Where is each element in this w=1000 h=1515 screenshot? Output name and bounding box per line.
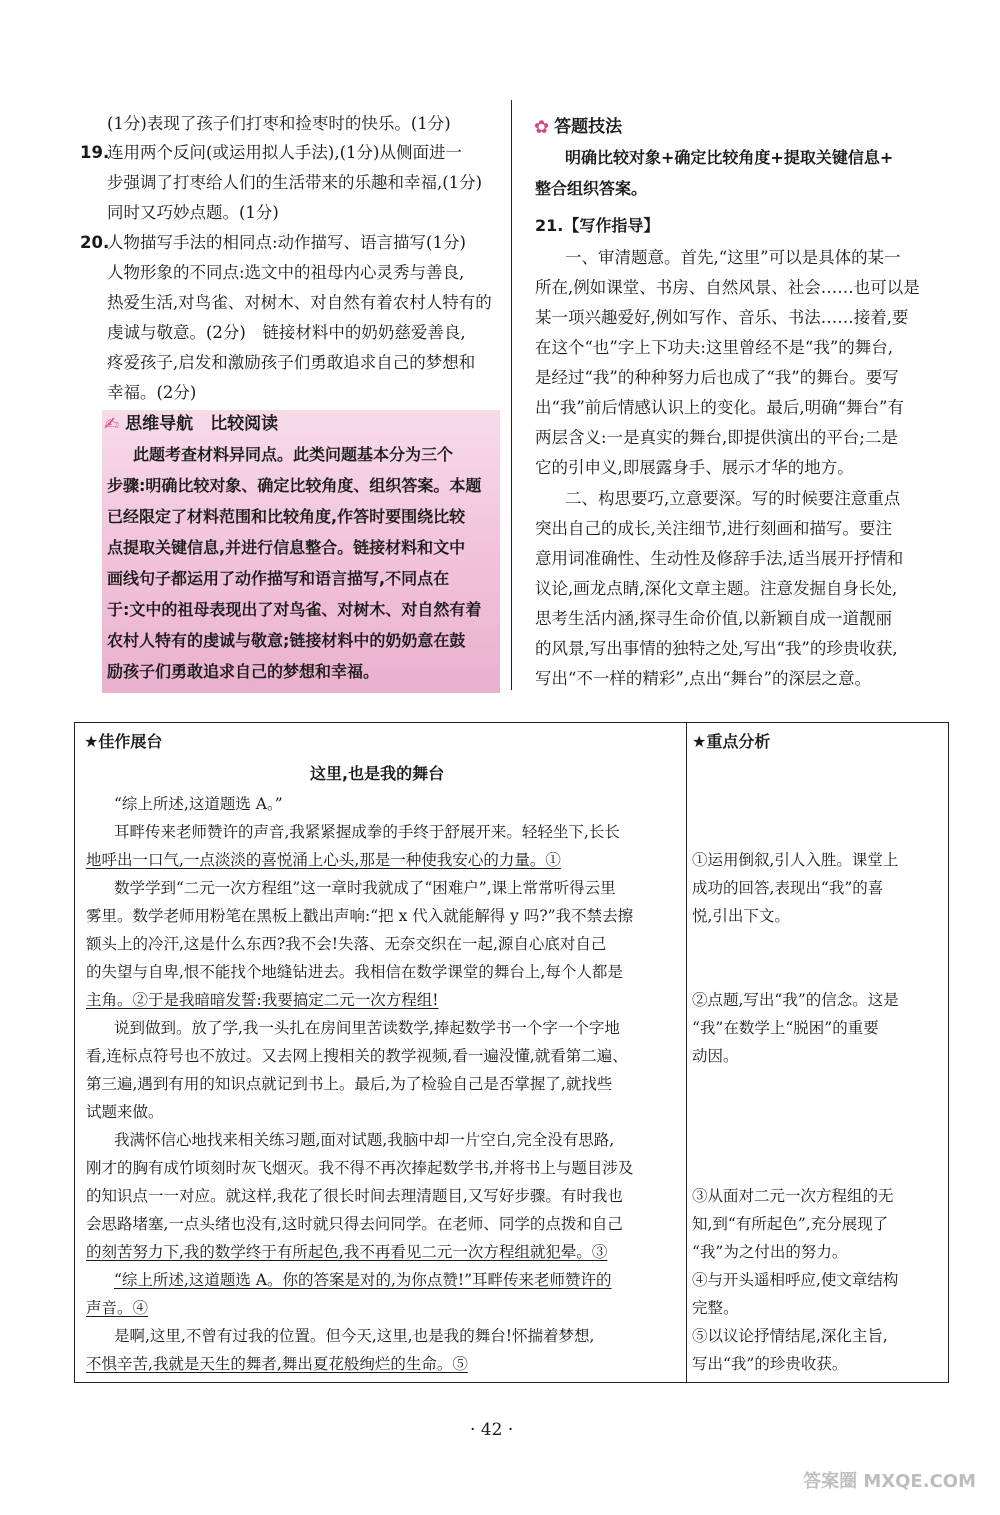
analysis-note: ⑤以议论抒情结尾,深化主旨, <box>692 1327 888 1345</box>
essay-line: 主角。②于是我暗暗发誓:我要搞定二元一次方程组! <box>86 991 439 1009</box>
analysis-note: “我”为之付出的努力。 <box>692 1243 848 1261</box>
essay-line: “综上所述,这道题选 A。你的答案是对的,为你点赞!”耳畔传来老师赞许的 <box>114 1271 612 1289</box>
nav-line: 农村人特有的虔诚与敬意;链接材料中的奶奶意在鼓 <box>107 631 466 650</box>
essay-line: 刚才的胸有成竹顷刻时灰飞烟灭。我不得不再次捧起数学书,并将书上与题目涉及 <box>86 1159 634 1177</box>
analysis-note: 成功的回答,表现出“我”的喜 <box>692 879 884 897</box>
answer-line: 热爱生活,对鸟雀、对树木、对自然有着农村人特有的 <box>107 293 492 312</box>
nav-line: 此题考查材料异同点。此类问题基本分为三个 <box>133 445 454 464</box>
guide-line: 它的引申义,即展露身手、展示才华的地方。 <box>535 458 854 477</box>
nav-line: 励孩子们勇敢追求自己的梦想和幸福。 <box>107 662 380 681</box>
box-divider <box>686 723 687 1382</box>
essay-line: 看,连标点符号也不放过。又去网上搜相关的教学视频,看一遍没懂,就看第二遍、 <box>86 1047 628 1065</box>
guide-line: 议论,画龙点睛,深化文章主题。注意发掘自身长处, <box>535 579 898 598</box>
essay-line: 的刻苦努力下,我的数学终于有所起色,我不再看见二元一次方程组就犯晕。③ <box>86 1243 608 1261</box>
nav-line: 步骤:明确比较对象、确定比较角度、组织答案。本题 <box>107 476 482 495</box>
essay-line: 地呼出一口气,一点淡淡的喜悦涌上心头,那是一种使我安心的力量。① <box>86 851 561 869</box>
essay-line: 的知识点一一对应。就这样,我花了很长时间去理清题目,又写好步骤。有时我也 <box>86 1187 623 1205</box>
answer-line: (1分)表现了孩子们打枣和捡枣时的快乐。(1分) <box>107 114 451 133</box>
guide-line: 某一项兴趣爱好,例如写作、音乐、书法……接着,要 <box>535 308 909 327</box>
essay-line: 第三遍,遇到有用的知识点就记到书上。最后,为了检验自己是否掌握了,就找些 <box>86 1075 613 1093</box>
answer-line: 人物描写手法的相同点:动作描写、语言描写(1分) <box>107 233 466 252</box>
essay-line: 的失望与自卑,恨不能找个地缝钻进去。我相信在数学课堂的舞台上,每个人都是 <box>86 963 623 981</box>
analysis-note: 悦,引出下文。 <box>692 907 790 925</box>
essay-line: 我满怀信心地找来相关练习题,面对试题,我脑中却一片空白,完全没有思路, <box>114 1131 615 1149</box>
guide-line: 二、构思要巧,立意要深。写的时候要注意重点 <box>565 489 901 508</box>
analysis-note: ②点题,写出“我”的信念。这是 <box>692 991 899 1009</box>
guide-line: 是经过“我”的种种努力后也成了“我”的舞台。要写 <box>535 368 899 387</box>
essay-line: 雾里。数学老师用粉笔在黑板上戳出声响:“把 x 代入就能解得 y 吗?”我不禁去擦 <box>86 907 634 925</box>
answer-line: 幸福。(2分) <box>107 383 197 402</box>
essay-line: 是啊,这里,不曾有过我的位置。但今天,这里,也是我的舞台!怀揣着梦想, <box>114 1327 595 1345</box>
section-heading: 思维导航 比较阅读 <box>125 414 279 434</box>
nav-line: 已经限定了材料范围和比较角度,作答时要围绕比较 <box>107 507 466 526</box>
answer-line: 连用两个反问(或运用拟人手法),(1分)从侧面进一 <box>107 143 462 162</box>
essay-line: 说到做到。放了学,我一头扎在房间里苦读数学,捧起数学书一个字一个字地 <box>114 1019 620 1037</box>
question-number: 19. <box>80 143 110 162</box>
box-heading-left: ★佳作展台 <box>84 732 163 751</box>
answer-line: 同时又巧妙点题。(1分) <box>107 203 279 222</box>
column-divider <box>511 100 512 690</box>
essay-line: 会思路堵塞,一点头绪也没有,这时就只得去问同学。在老师、同学的点拨和自己 <box>86 1215 623 1233</box>
page-number: · 42 · <box>470 1420 514 1440</box>
guide-line: 写出“不一样的精彩”,点出“舞台”的深层之意。 <box>535 669 871 688</box>
essay-line: 额头上的冷汗,这是什么东西?我不会!失落、无奈交织在一起,源自心底对自己 <box>86 935 607 953</box>
section-heading: 答题技法 <box>554 117 623 137</box>
question-number: 20. <box>80 233 110 252</box>
box-heading-right: ★重点分析 <box>692 732 771 751</box>
nav-line: 画线句子都运用了动作描写和语言描写,不同点在 <box>107 569 450 588</box>
flower-icon: ✿ <box>534 117 550 138</box>
analysis-note: ①运用倒叙,引人入胜。课堂上 <box>692 851 899 869</box>
guide-line: 的风景,写出事情的独特之处,写出“我”的珍贵收获, <box>535 639 898 658</box>
answer-line: 人物形象的不同点:选文中的祖母内心灵秀与善良, <box>107 263 465 282</box>
analysis-note: ③从面对二元一次方程组的无 <box>692 1187 894 1205</box>
analysis-note: 写出“我”的珍贵收获。 <box>692 1355 848 1373</box>
analysis-note: ④与开头遥相呼应,使文章结构 <box>692 1271 899 1289</box>
nav-line: 于:文中的祖母表现出了对鸟雀、对树木、对自然有着 <box>107 600 482 619</box>
guide-line: 一、审清题意。首先,“这里”可以是具体的某一 <box>565 248 901 267</box>
essay-line: 耳畔传来老师赞许的声音,我紧紧握成拳的手终于舒展开来。轻轻坐下,长长 <box>114 823 620 841</box>
pencil-hand-icon: ✍ <box>104 414 120 435</box>
watermark: 答案圈 MXQE.COM <box>803 1471 976 1492</box>
analysis-note: 完整。 <box>692 1299 739 1317</box>
skill-line: 明确比较对象+确定比较角度+提取关键信息+ <box>565 148 894 167</box>
analysis-note: 知,到“有所起色”,充分展现了 <box>692 1215 889 1233</box>
answer-line: 步强调了打枣给人们的生活带来的乐趣和幸福,(1分) <box>107 173 483 192</box>
skill-line: 整合组织答案。 <box>535 179 648 198</box>
essay-line: 数学学到“二元一次方程组”这一章时我就成了“困难户”,课上常常听得云里 <box>114 879 616 897</box>
guide-line: 思考生活内涵,探寻生命价值,以新颖自成一道靓丽 <box>535 609 892 628</box>
guide-line: 两层含义:一是真实的舞台,即提供演出的平台;二是 <box>535 428 898 447</box>
answer-line: 虔诚与敬意。(2分) 链接材料中的奶奶慈爱善良, <box>107 323 466 342</box>
essay-line: “综上所述,这道题选 A。” <box>114 795 283 813</box>
essay-line: 试题来做。 <box>86 1103 164 1121</box>
nav-line: 点提取关键信息,并进行信息整合。链接材料和文中 <box>107 538 466 557</box>
guide-line: 出“我”前后情感认识上的变化。最后,明确“舞台”有 <box>535 398 904 417</box>
guide-line: 所在,例如课堂、书房、自然风景、社会……也可以是 <box>535 278 920 297</box>
essay-line: 不惧辛苦,我就是天生的舞者,舞出夏花般绚烂的生命。⑤ <box>86 1355 468 1373</box>
question-heading: 21.【写作指导】 <box>535 216 660 235</box>
analysis-note: 动因。 <box>692 1047 739 1065</box>
guide-line: 在这个“也”字上下功夫:这里曾经不是“我”的舞台, <box>535 338 894 357</box>
answer-line: 疼爱孩子,启发和激励孩子们勇敢追求自己的梦想和 <box>107 353 476 372</box>
analysis-note: “我”在数学上“脱困”的重要 <box>692 1019 879 1037</box>
essay-line: 声音。④ <box>86 1299 149 1317</box>
guide-line: 突出自己的成长,关注细节,进行刻画和描写。要注 <box>535 519 892 538</box>
essay-title: 这里,也是我的舞台 <box>310 764 445 783</box>
guide-line: 意用词准确性、生动性及修辞手法,适当展开抒情和 <box>535 549 904 568</box>
